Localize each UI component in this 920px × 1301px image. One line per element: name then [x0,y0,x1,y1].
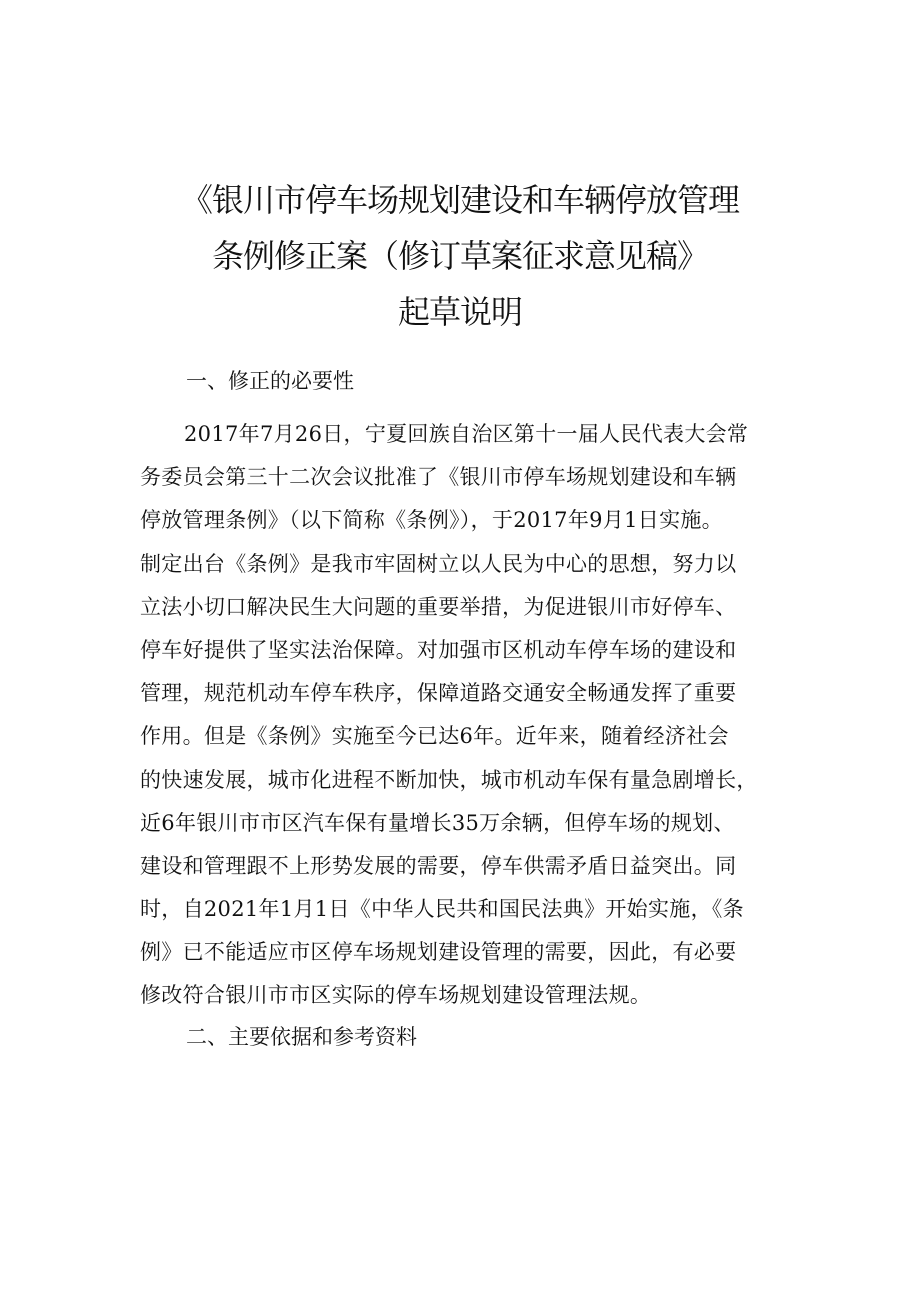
paragraph-line: 例》已不能适应市区停车场规划建设管理的需要，因此，有必要 [140,940,737,965]
paragraph-line: 建设和管理跟不上形势发展的需要，停车供需矛盾日益突出。同 [140,853,737,878]
paragraph-line: 停车好提供了坚实法治保障。对加强市区机动车停车场的建设和 [140,637,737,662]
paragraph-line: 务委员会第三十二次会议批准了《银川市停车场规划建设和车辆 [140,465,737,490]
title-line-3: 起草说明 [397,293,522,331]
paragraph-line: 时，自2021年1月1日《中华人民共和国民法典》开始实施，《条 [140,897,744,922]
paragraph-line: 管理，规范机动车停车秩序，保障道路交通安全畅通发挥了重要 [140,681,737,706]
paragraph-line: 2017年7月26日，宁夏回族自治区第十一届人民代表大会常 [184,422,749,446]
section-heading-1: 一、修正的必要性 [186,369,354,393]
document-title [0,172,920,340]
section-heading-2: 二、主要依据和参考资料 [186,1025,417,1049]
paragraph-line: 立法小切口解决民生大问题的重要举措，为促进银川市好停车、 [140,594,737,619]
paragraph-line: 近6年银川市市区汽车保有量增长35万余辆，但停车场的规划、 [140,810,735,835]
paragraph-line: 修改符合银川市市区实际的停车场规划建设管理法规。 [140,983,652,1008]
section-1-paragraph [140,413,780,1018]
paragraph-line: 作用。但是《条例》实施至今已达6年。近年来，随着经济社会 [140,724,729,749]
paragraph-line: 停放管理条例》（以下简称《条例》），于2017年9月1日实施。 [140,508,723,533]
title-line-2: 条例修正案（修订草案征求意见稿》 [211,237,708,275]
paragraph-line: 的快速发展，城市化进程不断加快，城市机动车保有量急剧增长， [140,767,758,792]
paragraph-line: 制定出台《条例》是我市牢固树立以人民为中心的思想，努力以 [140,551,737,576]
title-line-1: 《银川市停车场规划建设和车辆停放管理 [180,181,739,219]
